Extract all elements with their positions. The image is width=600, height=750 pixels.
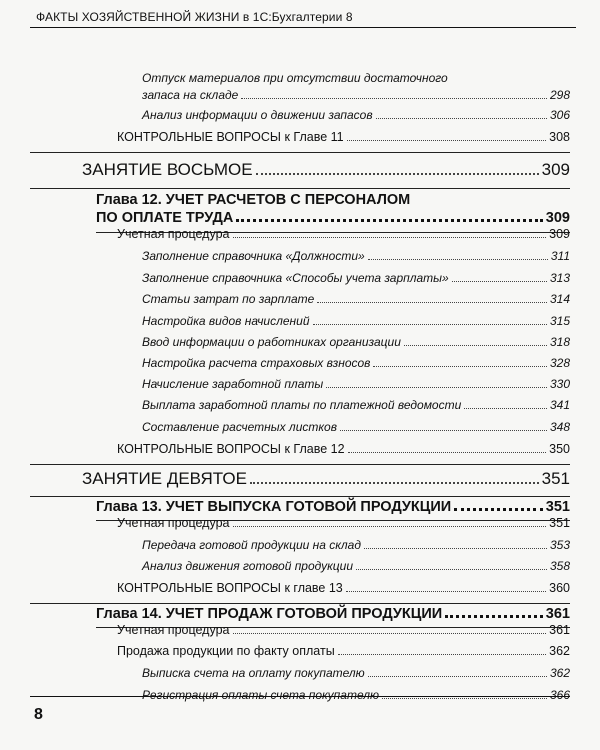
toc-entry-page: 328 xyxy=(549,356,570,370)
toc-entry xyxy=(142,666,570,680)
dot-leader xyxy=(340,430,547,431)
toc-entry-page: 311 xyxy=(550,249,570,263)
footer-rule xyxy=(30,696,570,697)
dot-leader xyxy=(368,259,548,260)
toc-entry-text: КОНТРОЛЬНЫЕ ВОПРОСЫ к главе 13 xyxy=(117,581,343,595)
dot-leader xyxy=(348,452,547,453)
toc-entry-page: 351 xyxy=(549,516,570,530)
toc-entry xyxy=(117,581,570,595)
toc-entry xyxy=(142,335,570,349)
toc-entry xyxy=(117,516,570,530)
toc-entry xyxy=(142,88,570,102)
toc-entry-page: 308 xyxy=(549,130,570,144)
dot-leader xyxy=(373,366,547,367)
page-number: 8 xyxy=(34,706,43,723)
dot-leader xyxy=(256,173,539,175)
toc-entry xyxy=(117,623,570,637)
toc-entry-page: 351 xyxy=(541,469,570,488)
toc-entry xyxy=(142,377,570,391)
dot-leader xyxy=(452,281,547,282)
toc-entry-text: Глава 13. УЧЕТ ВЫПУСКА ГОТОВОЙ ПРОДУКЦИИ xyxy=(96,499,452,515)
toc-entry-page: 315 xyxy=(549,314,570,328)
dot-leader xyxy=(233,237,547,238)
toc-entry-text: КОНТРОЛЬНЫЕ ВОПРОСЫ к Главе 11 xyxy=(117,130,344,144)
dot-leader xyxy=(364,548,547,549)
toc-entry xyxy=(142,356,570,370)
dot-leader xyxy=(241,98,547,99)
toc-entry-page: 353 xyxy=(549,538,570,552)
section-divider xyxy=(30,152,570,153)
dot-leader xyxy=(347,140,547,141)
toc-entry-text: Глава 14. УЧЕТ ПРОДАЖ ГОТОВОЙ ПРОДУКЦИИ xyxy=(96,606,443,622)
toc-entry-text: Передача готовой продукции на склад xyxy=(142,538,361,552)
toc-entry-text-line1: Глава 12. УЧЕТ РАСЧЕТОВ С ПЕРСОНАЛОМ xyxy=(96,192,411,208)
toc-entry-text: Учетная процедура xyxy=(117,516,230,530)
toc-entry xyxy=(117,130,570,144)
dot-leader xyxy=(356,569,547,570)
toc-entry-text: Учетная процедура xyxy=(117,623,230,637)
toc-entry-text: ЗАНЯТИЕ ВОСЬМОЕ xyxy=(82,160,253,179)
toc-entry-page: 361 xyxy=(545,606,570,622)
toc-entry xyxy=(142,398,570,412)
toc-entry-text: запаса на складе xyxy=(142,88,239,102)
running-header xyxy=(30,8,576,28)
toc-entry xyxy=(142,420,570,434)
dot-leader xyxy=(464,408,547,409)
toc-entry-page: 309 xyxy=(541,160,570,179)
toc-entry-page: 298 xyxy=(549,88,570,102)
section-divider xyxy=(30,464,570,465)
dot-leader xyxy=(368,676,547,677)
toc-entry-page: 362 xyxy=(549,666,570,680)
dot-leader xyxy=(346,591,546,592)
toc-entry-page: 360 xyxy=(549,581,570,595)
toc-entry-page: 313 xyxy=(549,271,570,285)
toc-entry-page: 309 xyxy=(545,210,570,226)
toc-chapter xyxy=(96,606,570,622)
toc-lesson xyxy=(82,469,570,489)
toc-entry-page: 361 xyxy=(549,623,570,637)
toc-entry-text: КОНТРОЛЬНЫЕ ВОПРОСЫ к Главе 12 xyxy=(117,442,345,456)
toc-entry xyxy=(142,314,570,328)
toc-entry xyxy=(142,249,570,263)
toc-entry-text: Настройка расчета страховых взносов xyxy=(142,356,371,370)
toc-entry-text: Начисление заработной платы xyxy=(142,377,324,391)
dot-leader xyxy=(317,302,547,303)
toc-entry-page: 314 xyxy=(549,292,570,306)
toc-entry-text: Заполнение справочника «Должности» xyxy=(142,249,365,263)
toc-entry-text: Анализ информации о движении запасов xyxy=(142,108,373,122)
toc-entry-page: 330 xyxy=(549,377,570,391)
toc-entry xyxy=(142,108,570,122)
toc-entry-text: Учетная процедура xyxy=(117,227,230,241)
toc-entry-text: Настройка видов начислений xyxy=(142,314,310,328)
toc-entry-text: Регистрация оплаты счета покупателю xyxy=(142,688,380,702)
toc-entry xyxy=(117,442,570,456)
toc-entry-text: Заполнение справочника «Способы учета зарплаты» xyxy=(142,271,449,285)
toc-entry-page: 362 xyxy=(549,644,570,658)
dot-leader xyxy=(404,345,547,346)
toc-entry-page: 309 xyxy=(549,227,570,241)
toc-entry xyxy=(117,644,570,658)
toc-entry xyxy=(142,292,570,306)
dot-leader xyxy=(250,482,539,484)
toc-chapter xyxy=(96,192,570,208)
dot-leader xyxy=(233,633,547,634)
toc-entry-page: 351 xyxy=(545,499,570,515)
toc-entry-page: 348 xyxy=(549,420,570,434)
dot-leader xyxy=(233,526,547,527)
toc-entry xyxy=(142,688,570,702)
toc-entry-text: Продажа продукции по факту оплаты xyxy=(117,644,335,658)
dot-leader xyxy=(326,387,547,388)
toc-entry-text: ЗАНЯТИЕ ДЕВЯТОЕ xyxy=(82,469,247,488)
toc-entry-page: 318 xyxy=(549,335,570,349)
dot-leader xyxy=(454,508,543,511)
toc-chapter xyxy=(96,210,570,226)
section-divider xyxy=(30,603,570,604)
toc-entry xyxy=(142,271,570,285)
running-title: ФАКТЫ ХОЗЯЙСТВЕННОЙ ЖИЗНИ в 1С:Бухгалтерии 8 xyxy=(36,10,353,24)
toc-entry-page: 358 xyxy=(549,559,570,573)
toc-entry-page: 341 xyxy=(549,398,570,412)
toc-entry-text: Составление расчетных листков xyxy=(142,420,337,434)
toc-lesson xyxy=(82,160,570,180)
toc-entry-text: Ввод информации о работниках организации xyxy=(142,335,401,349)
dot-leader xyxy=(313,324,547,325)
dot-leader xyxy=(338,654,546,655)
section-divider xyxy=(30,496,570,497)
toc-entry-page: 366 xyxy=(549,688,570,702)
toc-entry-page: 350 xyxy=(549,442,570,456)
section-divider xyxy=(30,188,570,189)
toc-entry-text: ПО ОПЛАТЕ ТРУДА xyxy=(96,210,234,226)
toc-entry xyxy=(117,227,570,241)
dot-leader xyxy=(236,219,542,222)
toc-entry xyxy=(142,538,570,552)
toc-chapter xyxy=(96,499,570,515)
dot-leader xyxy=(445,615,543,618)
toc-entry-text: Статьи затрат по зарплате xyxy=(142,292,315,306)
toc-entry-text: Выписка счета на оплату покупателю xyxy=(142,666,365,680)
toc-entry-text: Анализ движения готовой продукции xyxy=(142,559,354,573)
toc-entry-page: 306 xyxy=(549,108,570,122)
toc-entry xyxy=(142,71,570,85)
dot-leader xyxy=(382,698,547,699)
toc-entry xyxy=(142,559,570,573)
dot-leader xyxy=(376,118,547,119)
toc-entry-text: Выплата заработной платы по платежной ведомости xyxy=(142,398,462,412)
toc-entry-text-line1: Отпуск материалов при отсутствии достаточного xyxy=(142,71,448,85)
